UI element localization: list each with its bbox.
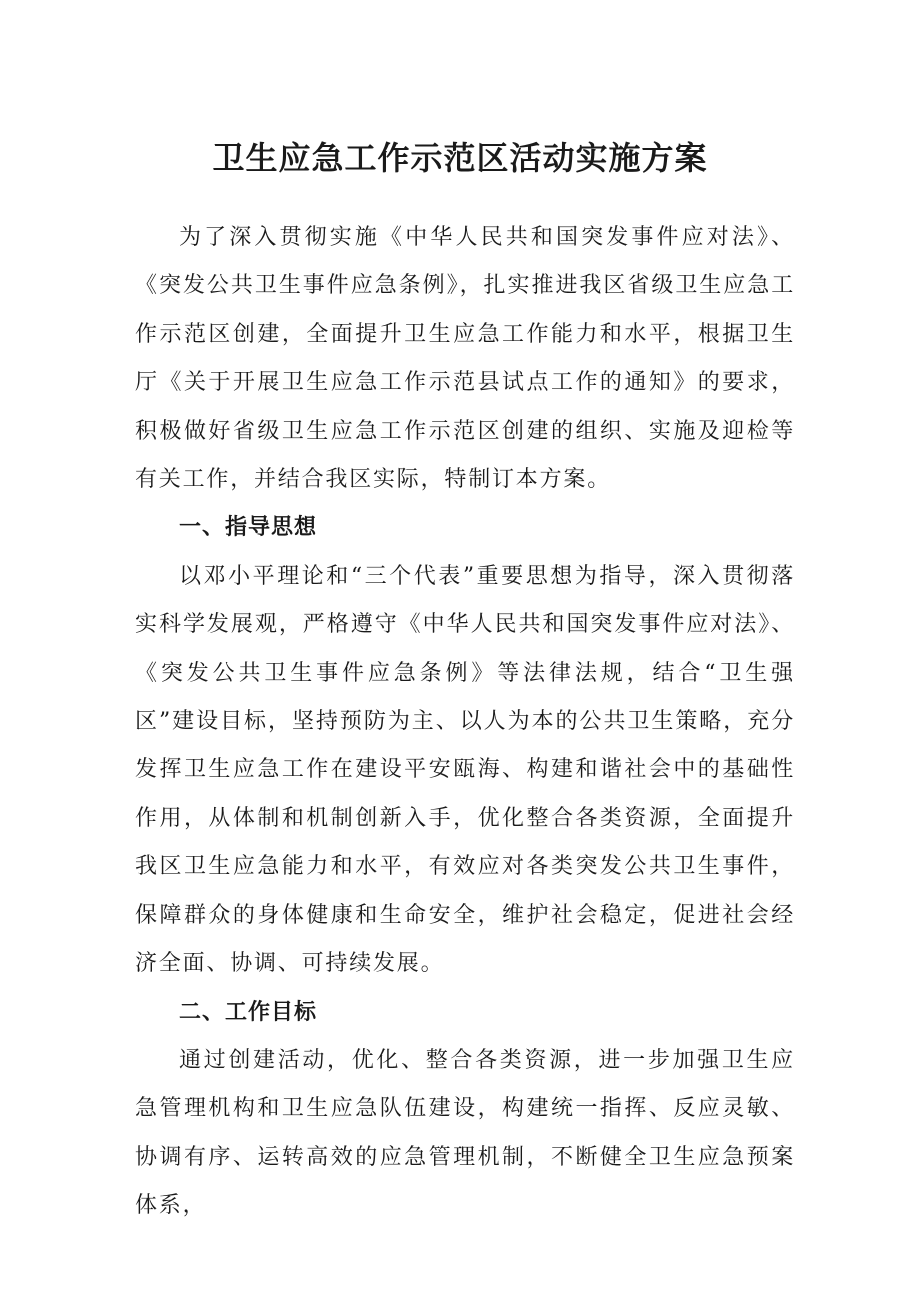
intro-paragraph: 为了深入贯彻实施《中华人民共和国突发事件应对法》、《突发公共卫生事件应急条例》，扎实推进我区省级卫生应急工作示范区创建，全面提升卫生应急工作能力和水平，根据卫生厅《关于开展卫生应急工作示范县试点工作的通知》的要求，积极做好省级卫生应急工作示范区创建的组织、实施及迎检等有关工作，并结合我区实际，特制订本方案。 bbox=[135, 225, 795, 493]
document-title: 卫生应急工作示范区活动实施方案 bbox=[212, 139, 708, 177]
section-paragraph-work-goals: 通过创建活动，优化、整合各类资源，进一步加强卫生应急管理机构和卫生应急队伍建设，构建统一指挥、反应灵敏、协调有序、运转高效的应急管理机制，不断健全卫生应急预案体系， bbox=[135, 1047, 795, 1219]
document-body bbox=[135, 214, 795, 1231]
section-heading-work-goals: 二、工作目标 bbox=[179, 999, 318, 1025]
section-paragraph-guiding-ideology: 以邓小平理论和“三个代表”重要思想为指导，深入贯彻落实科学发展观，严格遵守《中华人民共和国突发事件应对法》、《突发公共卫生事件应急条例》等法律法规，结合“卫生强区”建设目标，坚持预防为主、以人为本的公共卫生策略，充分发挥卫生应急工作在建设平安瓯海、构建和谐社会中的基础性作用，从体制和机制创新入手，优化整合各类资源，全面提升我区卫生应急能力和水平，有效应对各类突发公共卫生事件，保障群众的身体健康和生命安全，维护社会稳定，促进社会经济全面、协调、可持续发展。 bbox=[135, 563, 795, 977]
section-heading-guiding-ideology: 一、指导思想 bbox=[179, 515, 318, 541]
